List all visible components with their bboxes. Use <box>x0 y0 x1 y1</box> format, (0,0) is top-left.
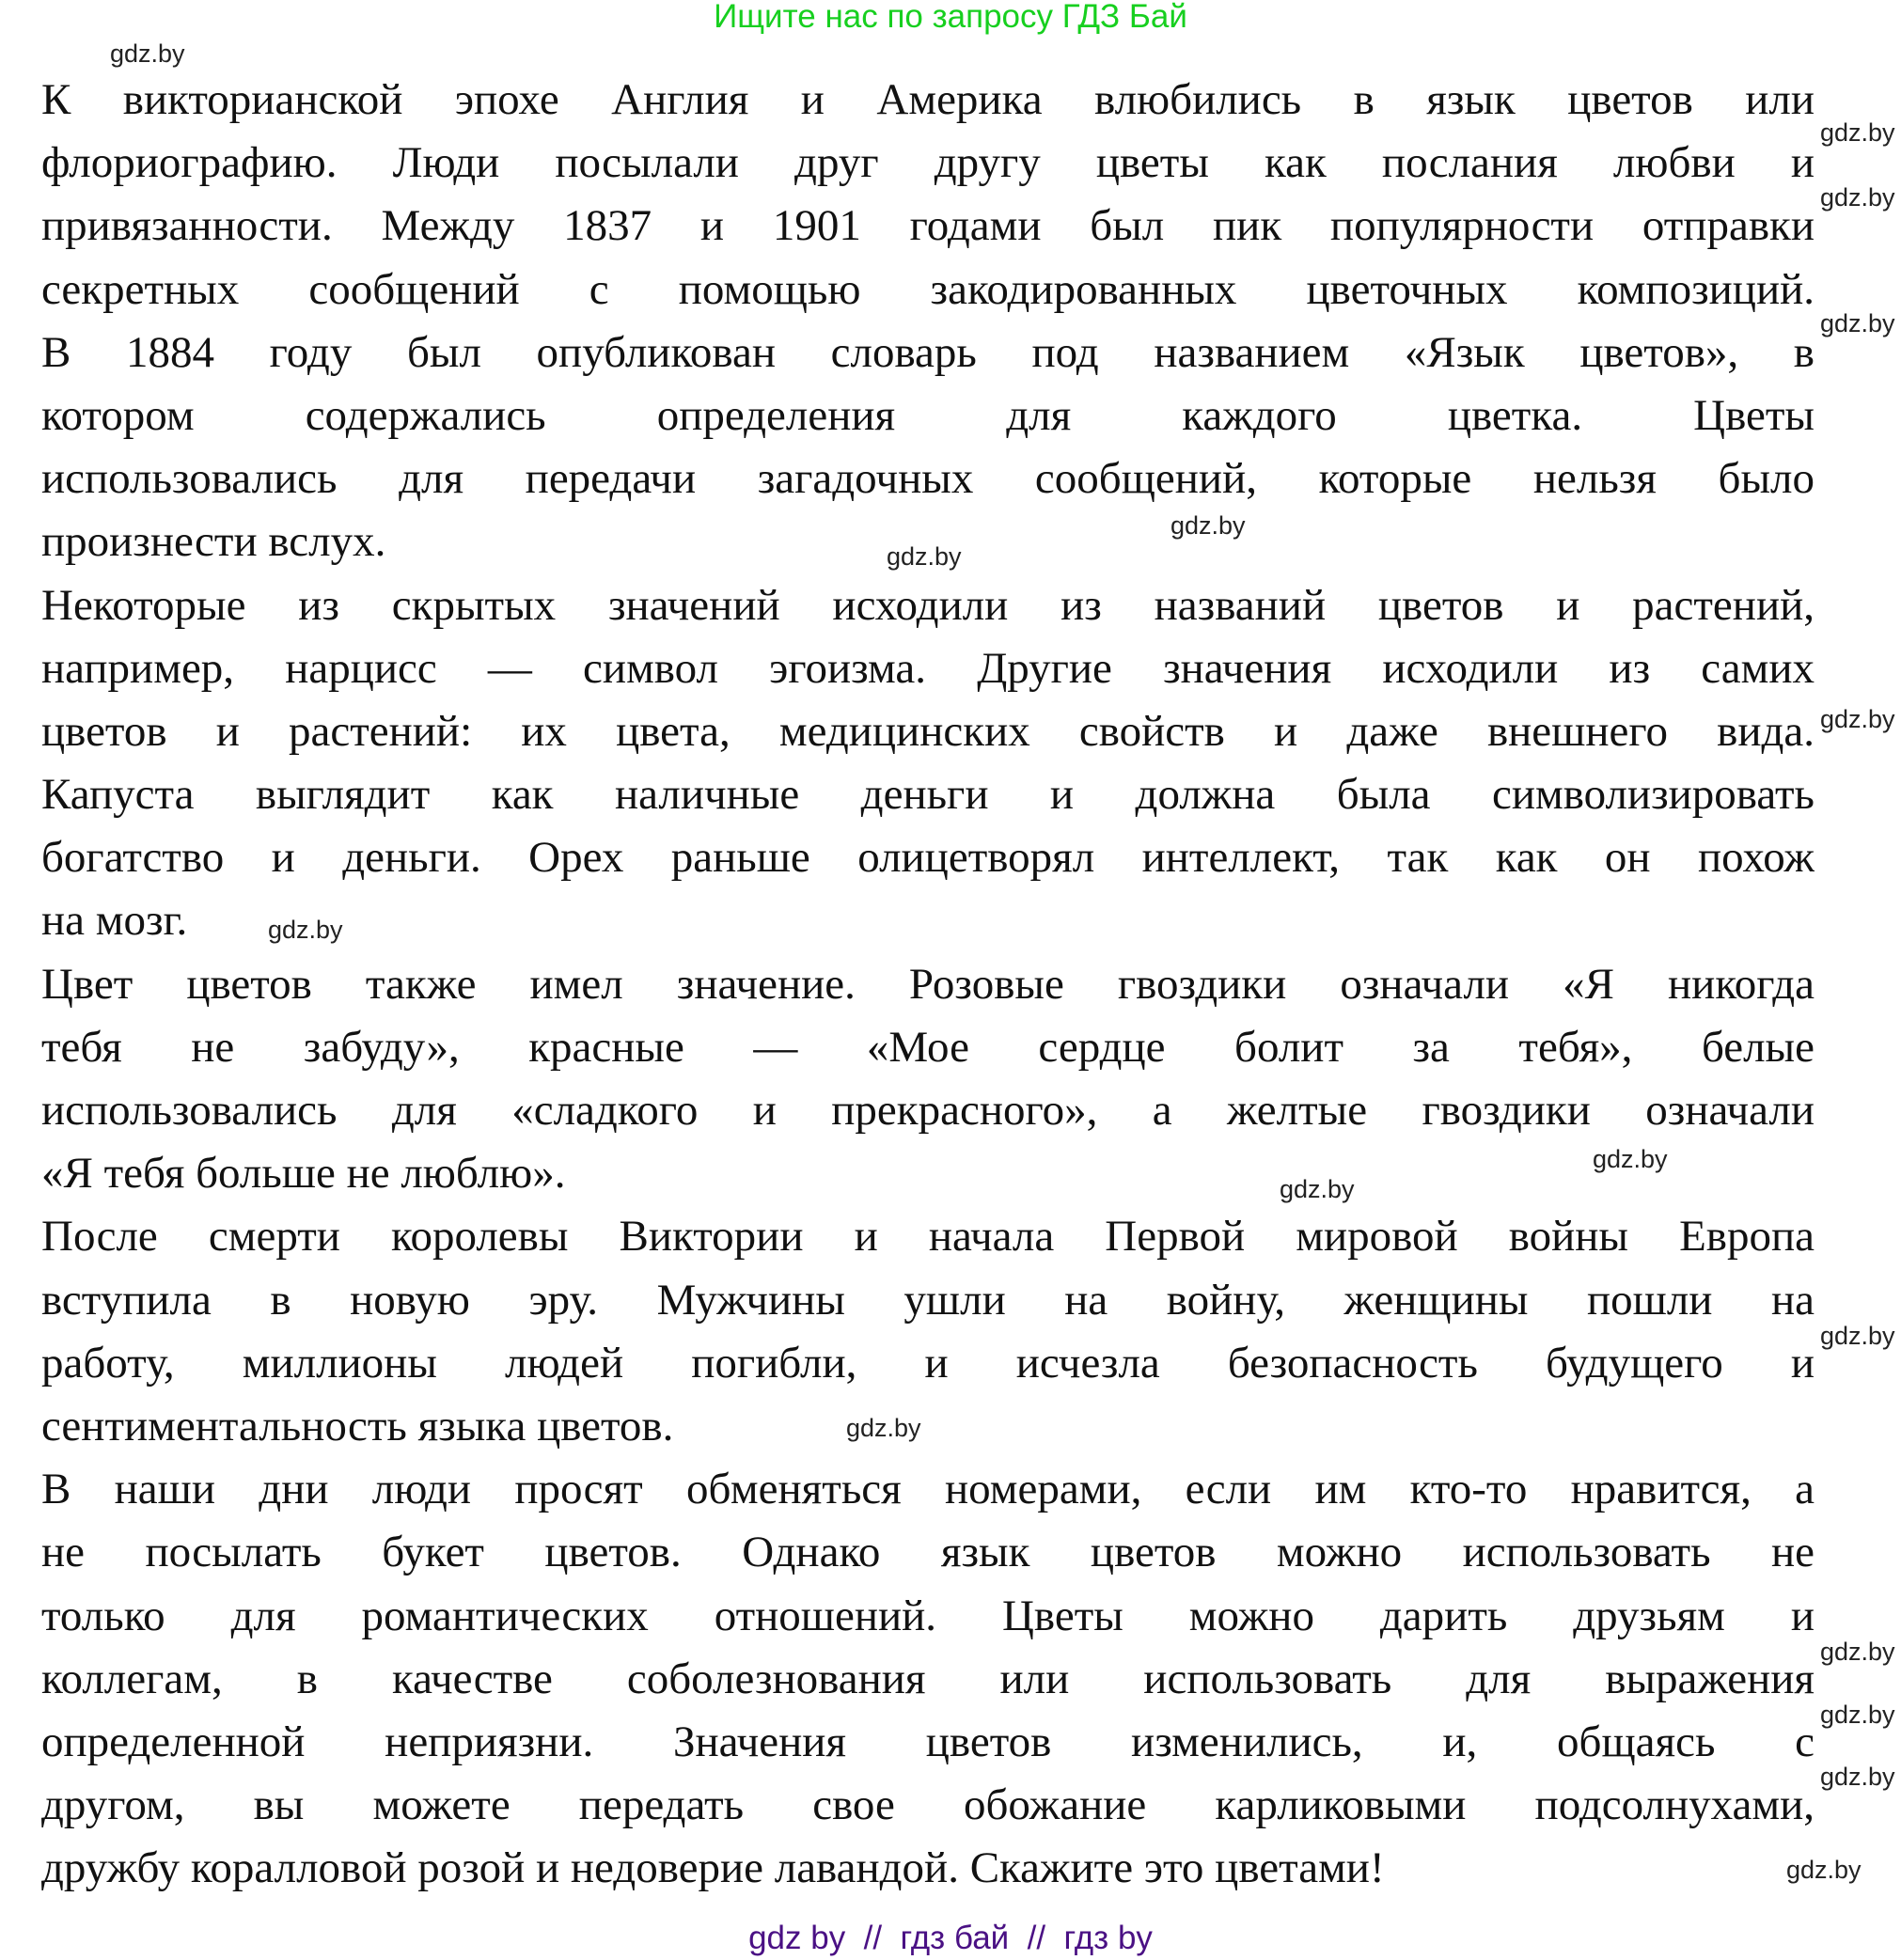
text-line: Цвет цветов также имел значение. Розовые гвоздики означали «Я никогда <box>41 959 1815 1009</box>
text-line: вступила в новую эру. Мужчины ушли на войну, женщины пошли на <box>41 1275 1815 1325</box>
text-line: использовались для передачи загадочных сообщений, которые нельзя было <box>41 454 1815 504</box>
text-line: привязанности. Между 1837 и 1901 годами был пик популярности отправки <box>41 201 1815 251</box>
text-line: флориографию. Люди посылали друг другу цветы как послания любви и <box>41 138 1815 188</box>
text-line: дружбу коралловой розой и недоверие лавандой. Скажите это цветами! <box>41 1843 1385 1893</box>
watermark-text: gdz.by <box>1820 1322 1895 1350</box>
text-line: Капуста выглядит как наличные деньги и должна была символизировать <box>41 770 1815 820</box>
text-line: секретных сообщений с помощью закодированных цветочных композиций. <box>41 264 1815 314</box>
watermark-text: gdz.by <box>1820 1701 1895 1729</box>
text-line: определенной неприязни. Значения цветов изменились, и, общаясь с <box>41 1717 1815 1766</box>
text-line: например, нарцисс — символ эгоизма. Другие значения исходили из самих <box>41 643 1815 693</box>
document-body <box>41 69 1815 1900</box>
text-line: богатство и деньги. Орех раньше олицетворял интеллект, так как он похож <box>41 833 1815 883</box>
search-hint-banner: Ищите нас по запросу ГДЗ Бай <box>714 0 1187 35</box>
watermark-text: gdz.by <box>110 39 185 68</box>
text-line: произнести вслух. <box>41 517 386 567</box>
watermark-text: gdz.by <box>268 916 343 944</box>
text-line: В 1884 году был опубликован словарь под названием «Язык цветов», в <box>41 327 1815 377</box>
watermark-text: gdz.by <box>846 1414 921 1442</box>
text-line: сентиментальность языка цветов. <box>41 1401 674 1450</box>
watermark-text: gdz.by <box>1820 705 1895 733</box>
text-line: использовались для «сладкого и прекрасного», а желтые гвоздики означали <box>41 1086 1815 1135</box>
watermark-text: gdz.by <box>1593 1145 1668 1173</box>
watermark-text: gdz.by <box>1820 118 1895 147</box>
watermark-text: gdz.by <box>1820 309 1895 337</box>
watermark-text: gdz.by <box>887 542 962 571</box>
watermark-text: gdz.by <box>1786 1856 1862 1884</box>
watermark-text: gdz.by <box>1170 511 1246 540</box>
text-line: В наши дни люди просят обменяться номерами, если им кто-то нравится, а <box>41 1465 1815 1514</box>
text-line: К викторианской эпохе Англия и Америка влюбились в язык цветов или <box>41 75 1815 124</box>
watermark-text: gdz.by <box>1280 1175 1355 1203</box>
text-line: тебя не забуду», красные — «Мое сердце болит за тебя», белые <box>41 1022 1815 1072</box>
footer-links: gdz by // гдз бай // гдз by <box>748 1920 1153 1956</box>
text-line: После смерти королевы Виктории и начала Первой мировой войны Европа <box>41 1212 1815 1262</box>
text-line: другом, вы можете передать свое обожание карликовыми подсолнухами, <box>41 1780 1815 1830</box>
watermark-text: gdz.by <box>1820 183 1895 212</box>
text-line: «Я тебя больше не люблю». <box>41 1149 566 1199</box>
text-line: коллегам, в качестве соболезнования или использовать для выражения <box>41 1654 1815 1703</box>
text-line: котором содержались определения для каждого цветка. Цветы <box>41 390 1815 440</box>
text-line: только для романтических отношений. Цветы можно дарить друзьям и <box>41 1591 1815 1640</box>
watermark-text: gdz.by <box>1820 1763 1895 1791</box>
text-line: цветов и растений: их цвета, медицинских свойств и даже внешнего вида. <box>41 706 1815 756</box>
text-line: не посылать букет цветов. Однако язык цветов можно использовать не <box>41 1528 1815 1577</box>
text-line: работу, миллионы людей погибли, и исчезла безопасность будущего и <box>41 1338 1815 1388</box>
text-line: на мозг. <box>41 896 188 946</box>
text-line: Некоторые из скрытых значений исходили из названий цветов и растений, <box>41 580 1815 630</box>
watermark-text: gdz.by <box>1820 1638 1895 1666</box>
